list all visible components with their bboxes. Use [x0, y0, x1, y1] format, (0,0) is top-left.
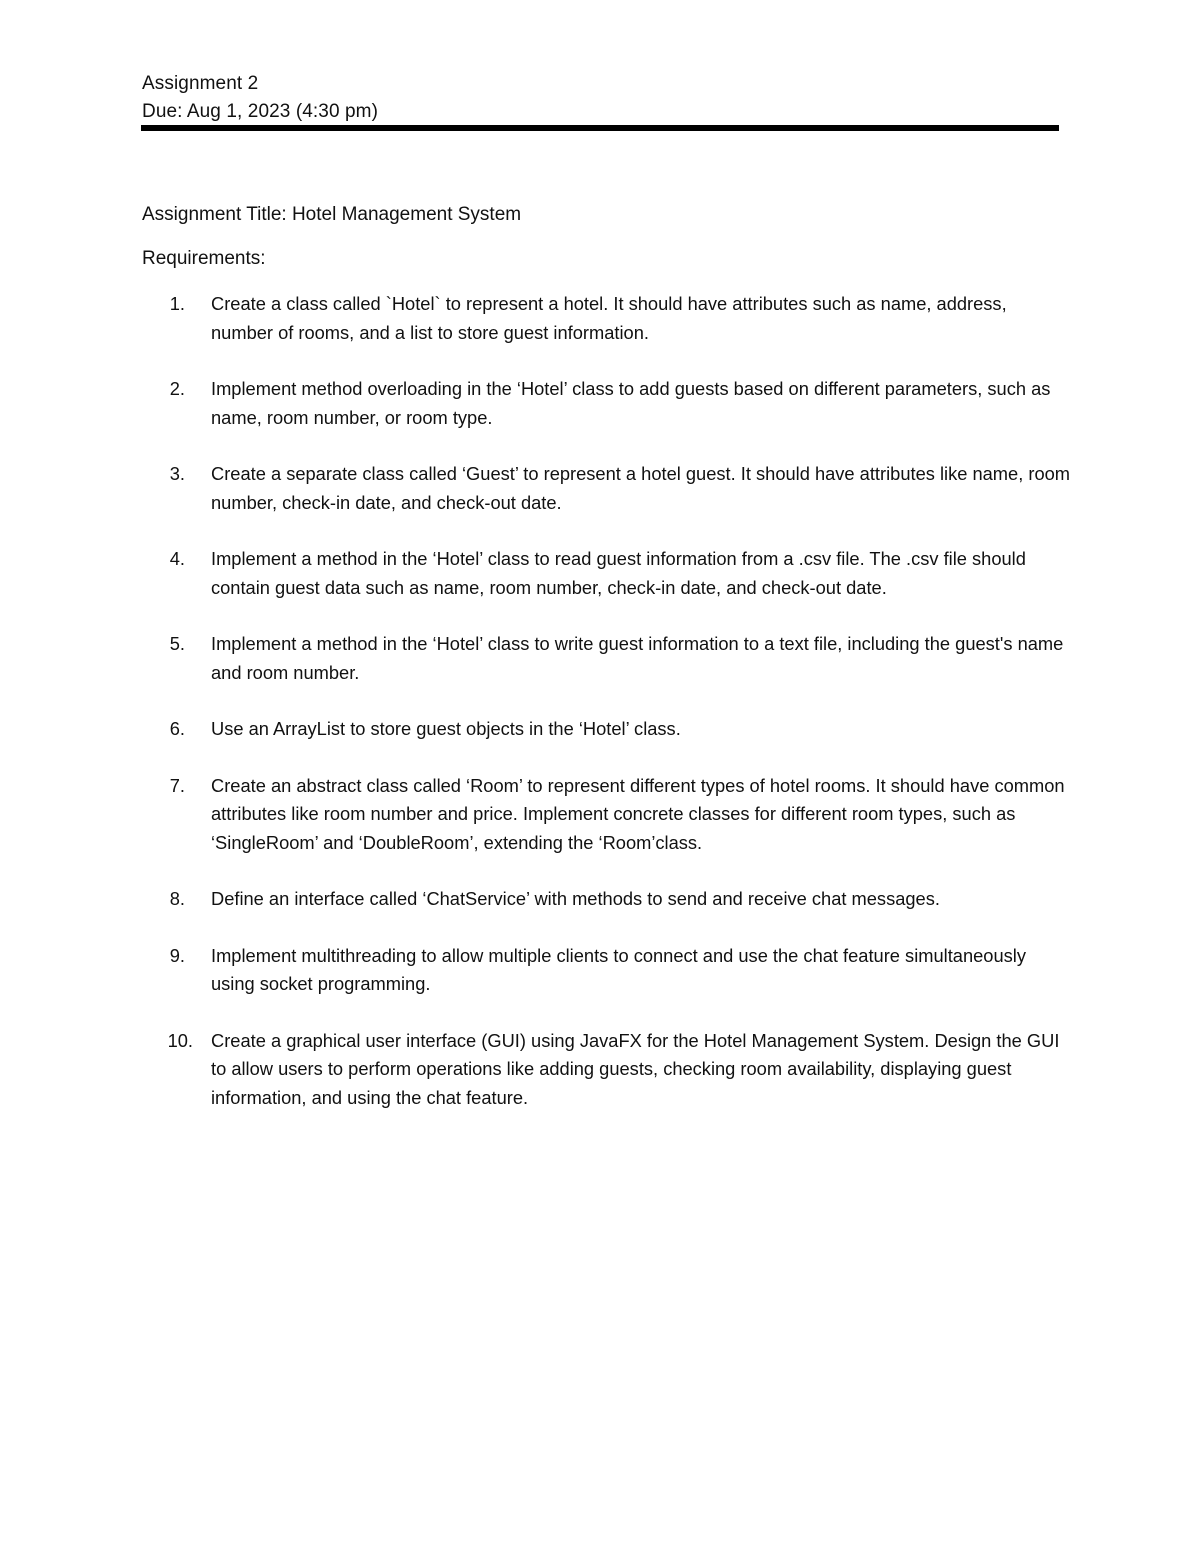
due-date: Due: Aug 1, 2023 (4:30 pm) [142, 101, 379, 122]
requirement-number: 5. [169, 633, 185, 654]
requirement-text: Implement multithreading to allow multiple clients to connect and use the chat feature simultaneously using socket programming. [211, 944, 1026, 994]
requirement-number: 4. [169, 548, 185, 569]
requirement-item-3 [142, 460, 1072, 517]
requirement-number: 2. [169, 378, 185, 399]
requirement-number: 10. [167, 1029, 193, 1051]
requirement-item-4 [142, 545, 1072, 602]
requirement-number: 7. [169, 774, 185, 796]
requirement-number: 8. [169, 888, 185, 909]
requirement-number: 9. [169, 944, 185, 966]
requirement-text: Implement a method in the ‘Hotel’ class to write guest information to a text file, including the guest's name and room number. [211, 633, 1064, 683]
requirement-item-5 [142, 630, 1072, 687]
requirement-number: 3. [169, 463, 185, 484]
header-rule [141, 125, 1059, 131]
requirement-text: Create a separate class called ‘Guest’ to represent a hotel guest. It should have attributes like name, room number, check-in date, and check-out date. [211, 463, 1071, 513]
requirement-item-2 [142, 375, 1072, 432]
document-header [142, 70, 1060, 126]
requirement-text: Implement a method in the ‘Hotel’ class to read guest information from a .csv file. The .csv file should contain guest data such as name, room number, check-in date, and check-out date. [211, 548, 1026, 598]
requirements-list [142, 290, 1072, 1140]
requirement-item-1 [142, 290, 1072, 347]
requirement-text: Use an ArrayList to store guest objects in the ‘Hotel’ class. [211, 718, 681, 739]
requirement-text: Implement method overloading in the ‘Hotel’ class to add guests based on different parameters, such as name, room number, or room type. [211, 378, 1051, 428]
requirement-number: 1. [169, 293, 185, 314]
requirement-item-7 [142, 772, 1072, 858]
assignment-title: Assignment Title: Hotel Management System [142, 204, 522, 225]
requirement-number: 6. [169, 718, 185, 739]
requirement-item-6 [142, 715, 1072, 744]
assignment-label: Assignment 2 [142, 73, 259, 94]
requirement-text: Create a class called `Hotel` to represent a hotel. It should have attributes such as name, address, number of rooms, and a list to store guest information. [211, 293, 1007, 343]
requirement-text: Create a graphical user interface (GUI) using JavaFX for the Hotel Management System. Design the GUI to allow users to perform operations like adding guests, checking room availability, displaying guest information, and using the chat feature. [211, 1029, 1060, 1108]
requirement-text: Define an interface called ‘ChatService’ with methods to send and receive chat messages. [211, 888, 940, 909]
requirement-item-10 [142, 1027, 1072, 1113]
requirement-item-9 [142, 942, 1072, 999]
requirements-heading: Requirements: [142, 248, 266, 269]
requirement-item-8 [142, 885, 1072, 914]
requirement-text: Create an abstract class called ‘Room’ to represent different types of hotel rooms. It should have common attributes like room number and price. Implement concrete classes for different room types, such as ‘SingleRoom’ and ‘DoubleRoom’, extending the ‘Room’class. [211, 774, 1065, 853]
